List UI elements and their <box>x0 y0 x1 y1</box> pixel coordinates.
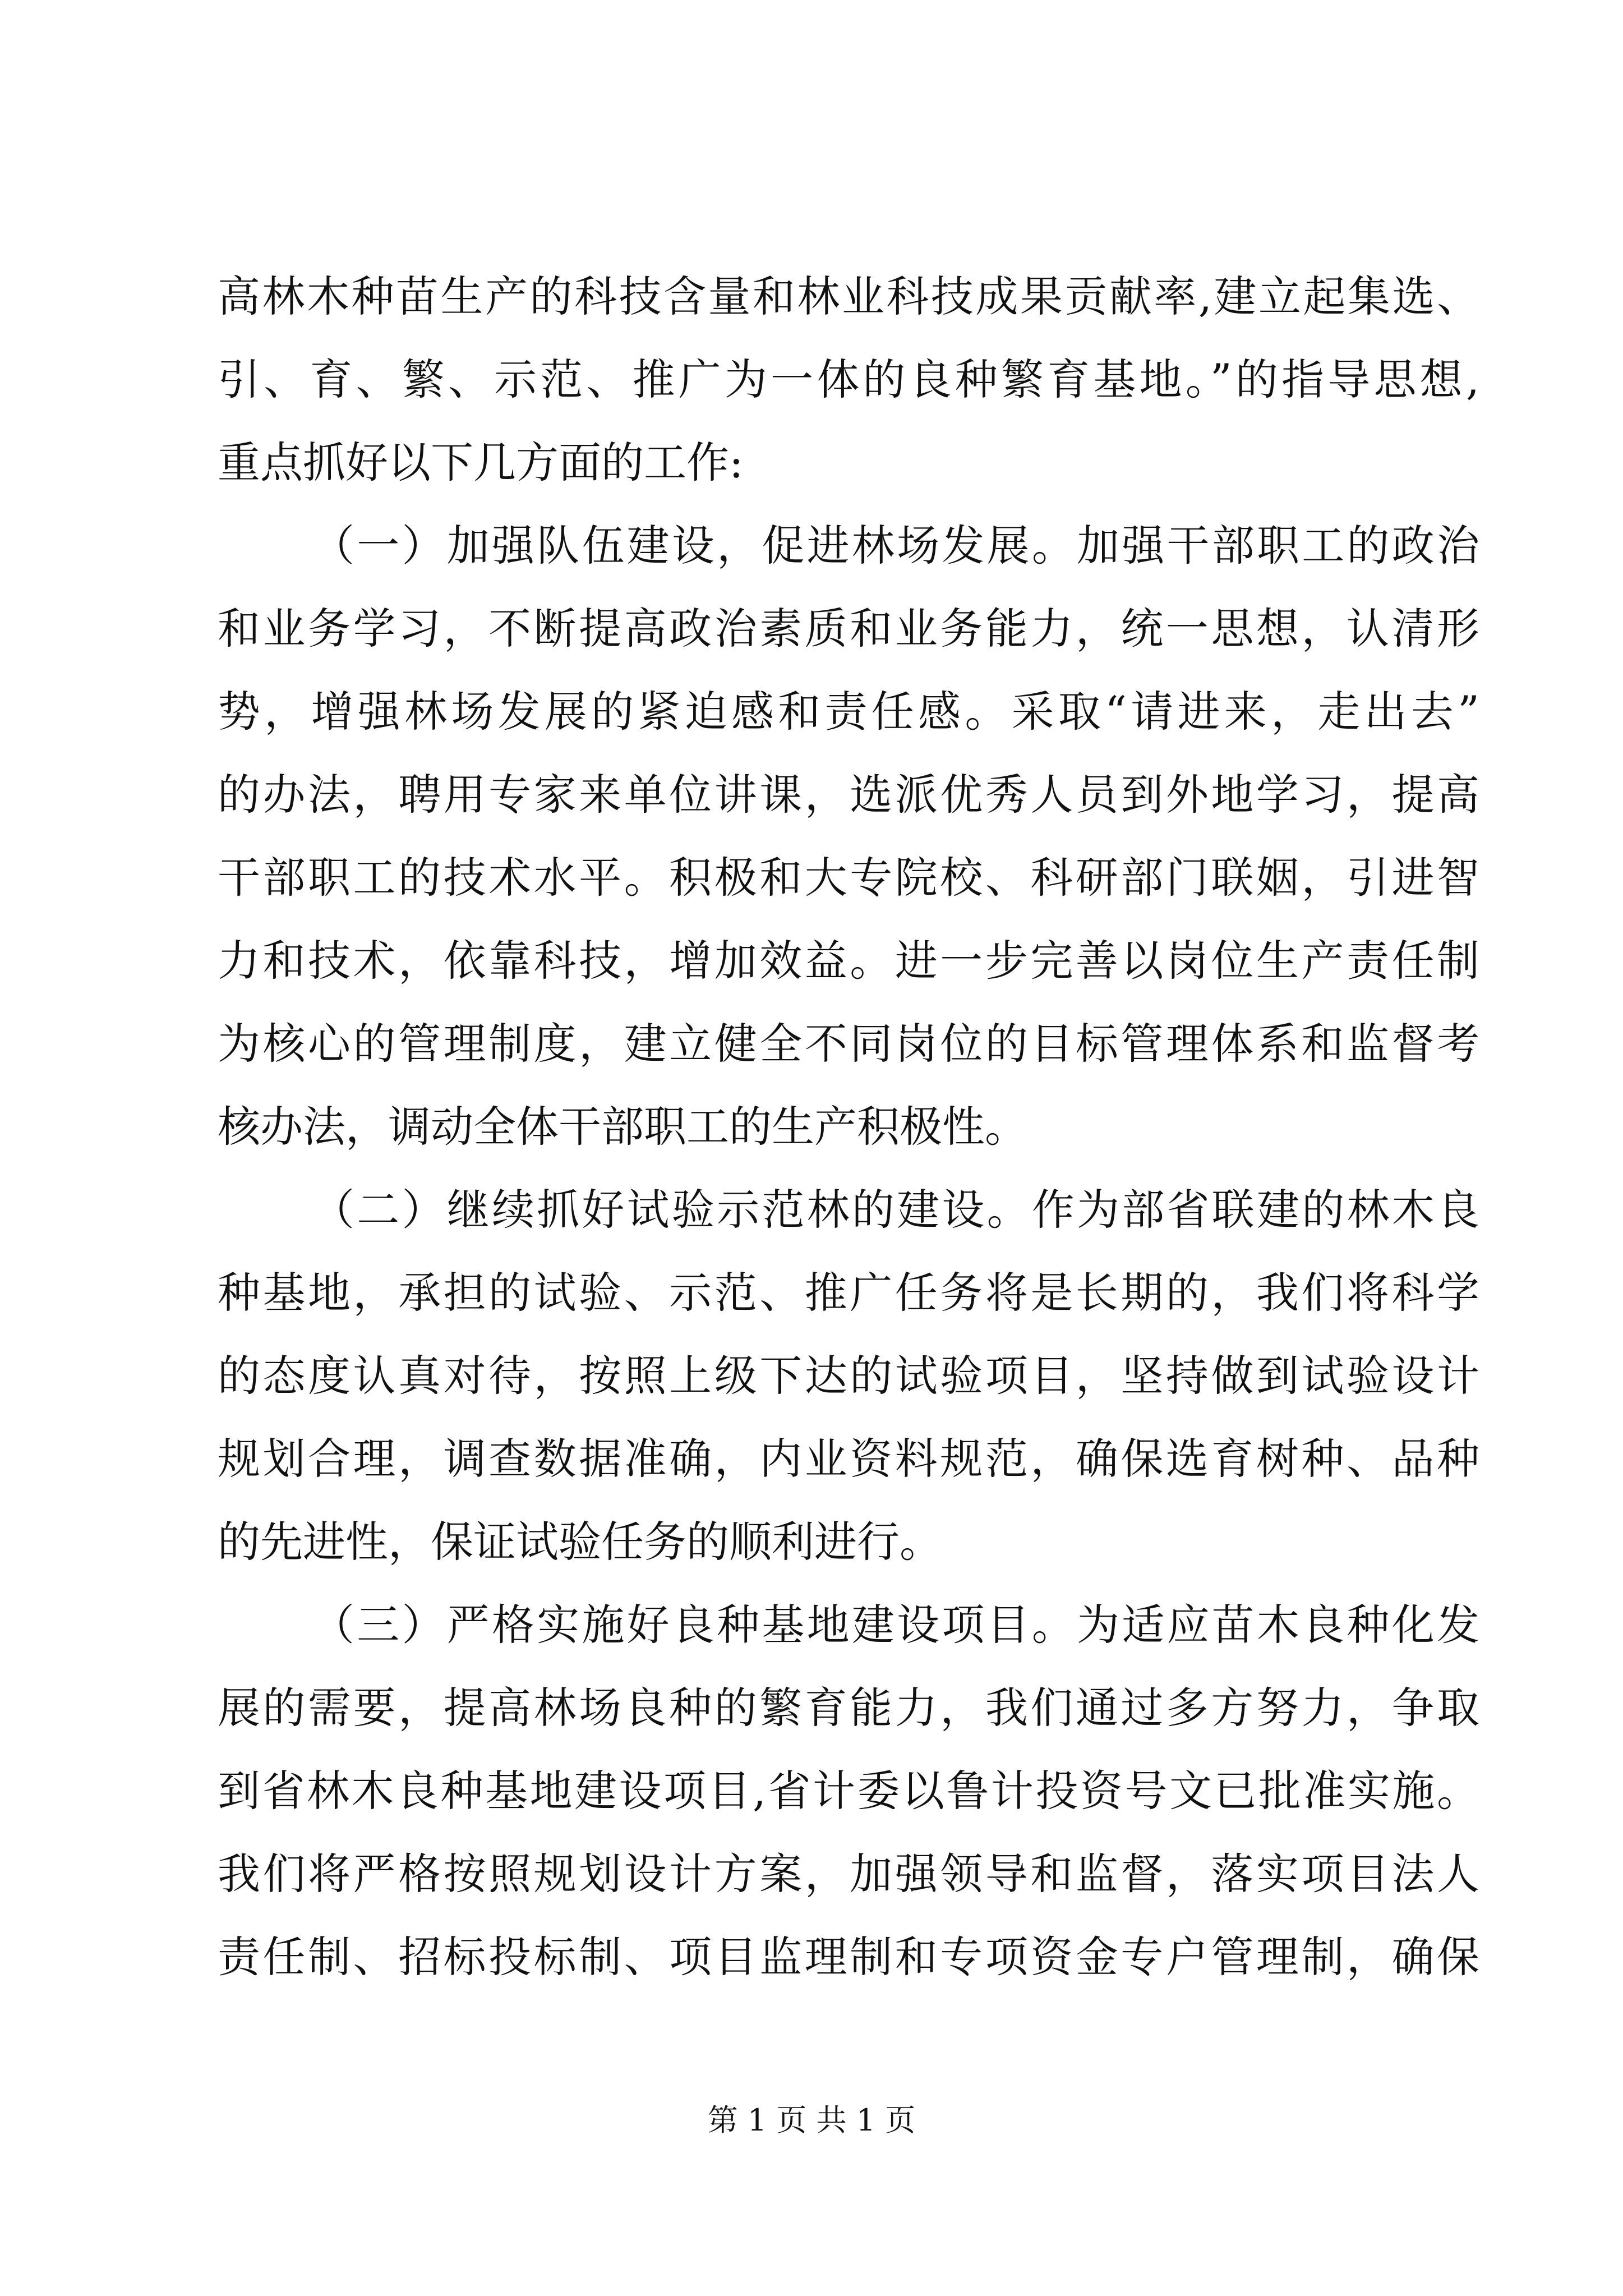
text-line: 到省林木良种基地建设项目,省计委以鲁计投资号文已批准实施。 <box>218 1766 1479 1816</box>
text-line: 的态度认真对待，按照上级下达的试验项目，坚持做到试验设计 <box>218 1351 1479 1401</box>
text-line: 干部职工的技术水平。积极和大专院校、科研部门联姻，引进智 <box>218 853 1479 903</box>
text-line: 为核心的管理制度，建立健全不同岗位的目标管理体系和监督考 <box>218 1019 1479 1069</box>
document-body <box>218 255 1479 1999</box>
text-line: 高林木种苗生产的科技含量和林业科技成果贡献率,建立起集选、 <box>218 272 1479 321</box>
text-line: 的办法，聘用专家来单位讲课，选派优秀人员到外地学习，提高 <box>218 770 1479 820</box>
text-line: 引、育、繁、示范、推广为一体的良种繁育基地。”的指导思想, <box>218 355 1479 404</box>
paragraph-first-line: （二）继续抓好试验示范林的建设。作为部省联建的林木良 <box>312 1185 1479 1235</box>
text-line: 核办法，调动全体干部职工的生产积极性。 <box>218 1102 1027 1152</box>
page-footer <box>0 2101 1623 2140</box>
paragraph-first-line: （一）加强队伍建设，促进林场发展。加强干部职工的政治 <box>312 521 1479 570</box>
text-line: 势，增强林场发展的紧迫感和责任感。采取“请进来，走出去” <box>218 687 1479 737</box>
text-line: 种基地，承担的试验、示范、推广任务将是长期的，我们将科学 <box>218 1268 1479 1318</box>
text-line: 规划合理，调查数据准确，内业资料规范，确保选育树种、品种 <box>218 1434 1479 1484</box>
text-line: 和业务学习，不断提高政治素质和业务能力，统一思想，认清形 <box>218 604 1479 654</box>
text-line: 的先进性，保证试验任务的顺利进行。 <box>218 1517 942 1567</box>
text-line: 责任制、招标投标制、项目监理制和专项资金专户管理制，确保 <box>218 1932 1479 1982</box>
text-line: 我们将严格按照规划设计方案，加强领导和监督，落实项目法人 <box>218 1849 1479 1899</box>
page-number: 第 1 页 共 1 页 <box>707 2102 916 2138</box>
text-line: 重点抓好以下几方面的工作: <box>218 438 744 487</box>
paragraph-first-line: （三）严格实施好良种基地建设项目。为适应苗木良种化发 <box>312 1600 1479 1650</box>
text-line: 力和技术，依靠科技，增加效益。进一步完善以岗位生产责任制 <box>218 936 1479 986</box>
text-line: 展的需要，提高林场良种的繁育能力，我们通过多方努力，争取 <box>218 1683 1479 1733</box>
